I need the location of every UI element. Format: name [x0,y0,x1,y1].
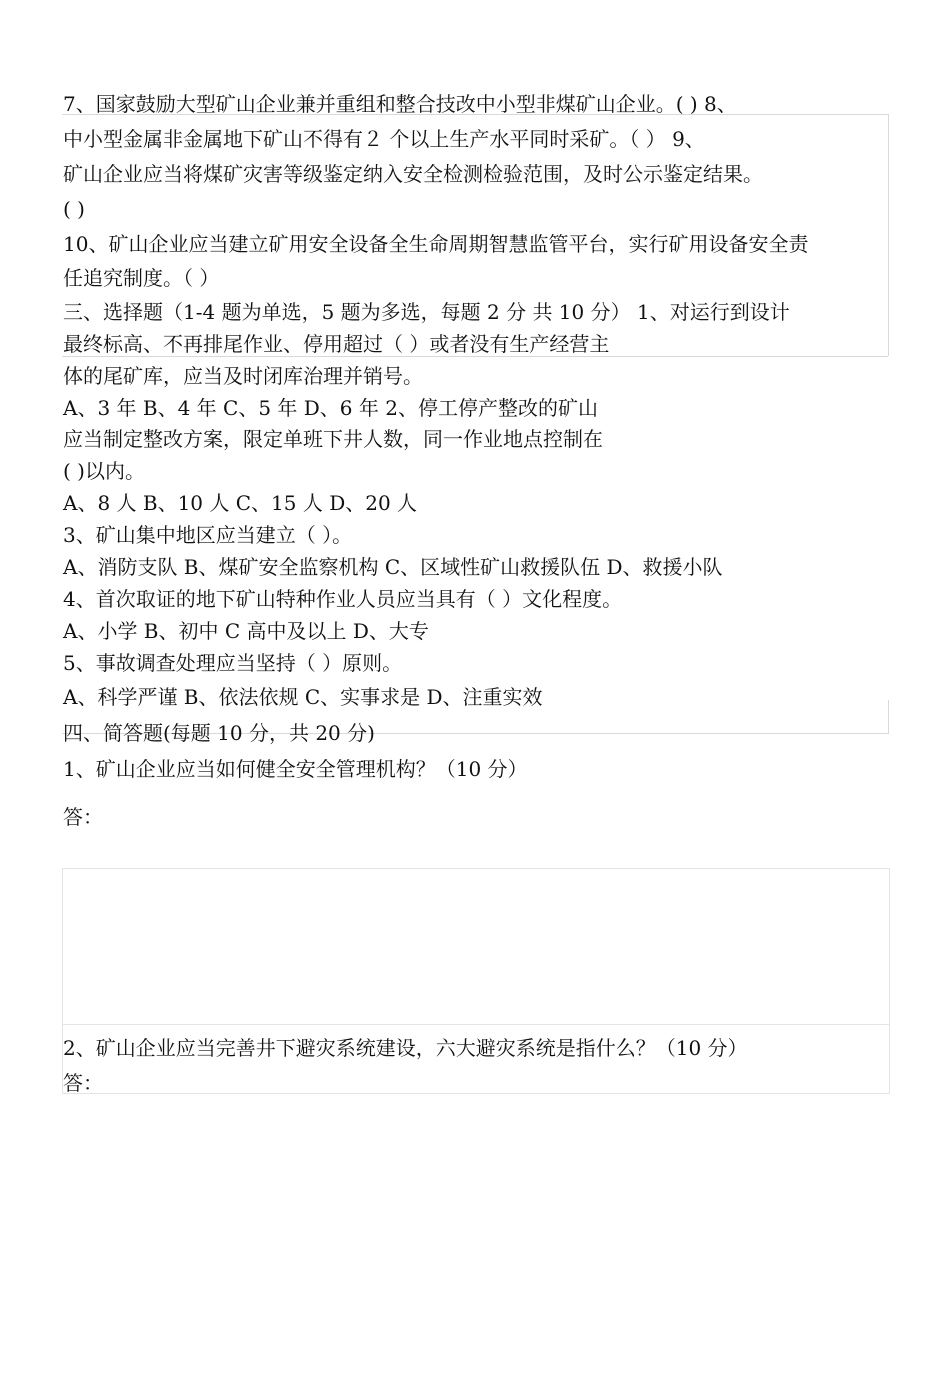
answer-label-2: 答： [63,1071,103,1095]
section-3-heading: 三、选择题（1-4 题为单选，5 题为多选，每题 2 分 共 10 分） 1、对运行到设计 [63,300,790,324]
choice-3-options: A、消防支队 B、煤矿安全监察机构 C、区域性矿山救援队伍 D、救援小队 [63,555,723,579]
choice-5-line: 5、事故调查处理应当坚持（ ）原则。 [63,651,403,675]
short-answer-2: 2、矿山企业应当完善井下避灾系统建设，六大避灾系统是指什么？（10 分） [63,1036,748,1060]
choice-1-line: 最终标高、不再排尾作业、停用超过（ ）或者没有生产经营主 [63,332,610,356]
choice-4-options: A、小学 B、初中 C 高中及以上 D、大专 [63,619,429,643]
short-answer-1: 1、矿山企业应当如何健全安全管理机构？（10 分） [63,757,528,781]
choice-5-options: A、科学严谨 B、依法依规 C、实事求是 D、注重实效 [63,685,543,709]
answer-label-1: 答： [63,805,103,829]
question-7-line: 7、国家鼓励大型矿山企业兼并重组和整合技改中小型非煤矿山企业。( ) 8、 [63,92,737,116]
frame-line [888,114,889,356]
frame-line [62,356,888,357]
question-10-line-2: 任追究制度。（ ） [63,266,220,290]
section-4-heading: 四、简答题(每题 10 分，共 20 分) [63,721,375,745]
frame-line [888,700,889,734]
choice-1-line-2: 体的尾矿库，应当及时闭库治理并销号。 [63,364,423,388]
answer-box-1 [62,868,890,1025]
question-9-line: 矿山企业应当将煤矿灾害等级鉴定纳入安全检测检验范围，及时公示鉴定结果。 [63,162,763,186]
choice-4-line: 4、首次取证的地下矿山特种作业人员应当具有（ ）文化程度。 [63,587,623,611]
choice-2-line: 应当制定整改方案，限定单班下井人数，同一作业地点控制在 [63,427,603,451]
question-10-line: 10、矿山企业应当建立矿用安全设备全生命周期智慧监管平台，实行矿用设备安全责 [63,232,809,256]
question-9-blank: ( ) [63,197,85,221]
choice-2-options: A、8 人 B、10 人 C、15 人 D、20 人 [63,491,418,515]
choice-2-blank: ( )以内。 [63,459,145,483]
choice-3-line: 3、矿山集中地区应当建立（ ）。 [63,523,353,547]
question-8-line: 中小型金属非金属地下矿山不得有２ 个以上生产水平同时采矿。（ ） 9、 [63,127,705,151]
choice-1-options: A、3 年 B、4 年 C、5 年 D、6 年 2、停工停产整改的矿山 [63,396,598,420]
